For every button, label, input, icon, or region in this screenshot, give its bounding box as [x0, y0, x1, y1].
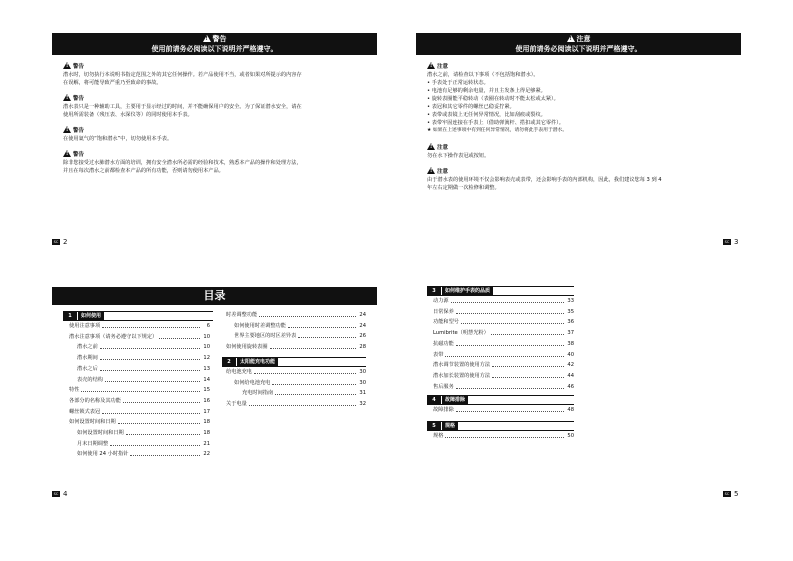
toc-entry[interactable]	[433, 372, 574, 381]
toc-entry-page: 31	[359, 390, 366, 397]
toc-entry-page: 33	[567, 298, 574, 304]
toc-entry-title: 潜水之前	[77, 344, 98, 351]
toc-entry[interactable]	[226, 400, 366, 409]
toc-entry-title: 如何使用旋转表圈	[226, 344, 268, 351]
toc-leader-dots	[491, 329, 564, 335]
warning-heading: !警告	[63, 150, 84, 159]
toc-leader-dots	[445, 351, 564, 357]
toc-entry-title: 如何使用 24 小时指针	[77, 451, 129, 458]
list-item: • 旋转表圈能平稳转动（表圈在转动时不能太松或太紧）。	[427, 96, 559, 102]
toc-entry-page: 32	[359, 401, 366, 408]
body-text: 在误解，将可能导致严重乃至致命的事故。	[63, 80, 162, 86]
toc-entry-page: 22	[203, 451, 210, 458]
body-text: 并且在每次潜水之前都检查本产品的所有功能，否则请勿使用本产品。	[63, 168, 224, 174]
toc-entry[interactable]	[69, 386, 210, 395]
warning-heading: !警告	[63, 126, 84, 135]
toc-entry-page: 48	[567, 407, 574, 413]
warning-icon	[63, 94, 71, 101]
toc-entry[interactable]	[226, 368, 366, 377]
toc-entry-page: 26	[359, 333, 366, 340]
toc-section-header	[222, 357, 366, 367]
body-text: 勿在水下操作表冠或按钮。	[427, 153, 490, 159]
toc-entry-title: 螺丝锁式表冠	[69, 408, 101, 415]
toc-section-header	[427, 395, 574, 405]
toc-leader-dots	[100, 365, 200, 371]
warning-banner	[52, 33, 377, 55]
toc-entry[interactable]	[77, 354, 210, 363]
toc-entry[interactable]	[433, 383, 574, 392]
banner-title: 注意	[576, 35, 591, 43]
toc-entry-page: 24	[359, 322, 366, 329]
toc-leader-dots	[102, 322, 200, 328]
warning-icon	[63, 150, 71, 157]
toc-section-header	[427, 421, 574, 431]
toc-entry-title: 日常保养	[433, 308, 454, 315]
section-number: 1	[63, 312, 77, 320]
banner-title: 警告	[212, 35, 227, 43]
toc-leader-dots	[451, 297, 564, 303]
toc-leader-dots	[249, 400, 356, 406]
toc-entry[interactable]	[433, 361, 574, 370]
toc-leader-dots	[288, 322, 356, 328]
body-text: 潜水表只是一种辅助工具，主要用于显示经过的时间，并不能确保用户的安全。为了保证潜水安全，请在	[63, 104, 302, 110]
toc-entry-page: 36	[567, 319, 574, 326]
toc-entry[interactable]	[77, 376, 210, 385]
language-badge: SC	[53, 492, 59, 496]
page-number: SC 3	[724, 238, 739, 246]
toc-entry-title: 功能和型号	[433, 319, 459, 326]
caution-heading: !注意	[427, 62, 448, 71]
banner-subtitle: 使用前请务必阅读以下说明并严格遵守。	[515, 45, 642, 53]
warning-heading: !警告	[63, 94, 84, 103]
toc-leader-dots	[456, 340, 564, 346]
toc-entry-title: 使用注意事项	[69, 323, 101, 329]
toc-leader-dots	[130, 450, 200, 456]
toc-entry[interactable]	[242, 389, 366, 398]
toc-entry-title: 表带	[433, 351, 444, 358]
section-number: 4	[427, 396, 441, 404]
language-badge: SC	[724, 240, 730, 244]
toc-entry-title: 潜水之后	[77, 365, 98, 372]
toc-entry-title: 潜水调节装置的使用方法	[433, 362, 491, 369]
toc-leader-dots	[100, 354, 200, 360]
toc-leader-dots	[105, 376, 200, 382]
toc-entry-page: 13	[203, 365, 210, 372]
toc-leader-dots	[259, 311, 356, 317]
caution-icon	[427, 143, 435, 150]
toc-entry[interactable]	[69, 408, 210, 417]
note-text: ★ 如果在上述事项中有到任何异常情况，请勿将此手表用于潜水。	[427, 128, 568, 133]
toc-leader-dots	[456, 406, 564, 412]
toc-entry-title: 如何设置时间和日期	[69, 419, 116, 426]
toc-leader-dots	[81, 386, 200, 392]
warning-icon	[203, 35, 211, 42]
toc-entry-page: 14	[203, 376, 210, 383]
toc-entry[interactable]	[69, 418, 210, 427]
toc-entry-page: 37	[567, 330, 574, 337]
toc-entry[interactable]	[234, 332, 366, 341]
toc-entry-page: 18	[203, 430, 210, 436]
toc-entry-title: 潜水注意事项（请务必遵守以下规定）	[69, 333, 158, 340]
list-item: • 电池有足够的剩余电量，并且主发条上得足够紧。	[427, 88, 546, 94]
toc-entry-page: 30	[359, 369, 366, 375]
section-label: 如何维护手表的品质	[442, 287, 493, 295]
caution-icon	[427, 62, 435, 69]
toc-entry[interactable]	[433, 318, 574, 327]
toc-leader-dots	[298, 332, 356, 338]
toc-entry-title: 规格	[433, 433, 444, 439]
toc-entry[interactable]	[433, 432, 574, 441]
warning-icon	[63, 62, 71, 69]
toc-entry-page: 46	[567, 383, 574, 390]
toc-entry[interactable]	[77, 343, 210, 352]
toc-leader-dots	[102, 408, 200, 414]
warning-heading: !警告	[63, 62, 84, 71]
toc-leader-dots	[100, 343, 200, 349]
toc-entry[interactable]	[433, 329, 574, 338]
section-number: 5	[427, 422, 441, 430]
list-item: • 表带或表镜上无任何异常情况，比如刮痕或裂纹。	[427, 112, 546, 118]
toc-entry-title: 时差调整功能	[226, 312, 258, 318]
toc-entry-page: 17	[203, 408, 210, 415]
toc-leader-dots	[445, 432, 564, 438]
language-badge: SC	[53, 240, 59, 244]
body-text: 潜水之前，请检查以下事项（不包括饱和潜水）。	[427, 72, 539, 78]
toc-leader-dots	[456, 383, 564, 389]
section-number: 2	[222, 358, 236, 366]
toc-entry-page: 30	[359, 379, 366, 386]
toc-entry-title: 动力源	[433, 298, 449, 304]
toc-entry[interactable]	[433, 406, 574, 415]
toc-entry-title: 如何使用时差调整功能	[234, 322, 286, 329]
toc-entry-page: 35	[567, 308, 574, 315]
toc-leader-dots	[456, 308, 564, 314]
toc-leader-dots	[275, 389, 356, 395]
toc-entry-title: 给电池充电	[226, 369, 252, 375]
toc-entry[interactable]	[433, 297, 574, 306]
toc-entry[interactable]	[77, 365, 210, 374]
toc-entry-page: 40	[567, 351, 574, 358]
toc-entry-page: 44	[567, 372, 574, 379]
toc-entry-page: 21	[203, 440, 210, 447]
body-text: 使用所需装备（残压表、水深仪等）的同时使用本手表。	[63, 112, 193, 118]
toc-entry-page: 42	[567, 362, 574, 369]
toc-leader-dots	[492, 361, 564, 367]
toc-entry[interactable]	[69, 333, 210, 342]
warning-icon	[63, 126, 71, 133]
list-item: • 表带牢固连接在手表上（借助弹簧杆、搭扣或其它零件）。	[427, 120, 564, 126]
body-text: 除非您接受过水肺潜水方面的培训，拥有安全潜水所必需的经验和技术，熟悉本产品的操作和处理方法，	[63, 160, 302, 166]
caution-heading: !注意	[427, 143, 448, 152]
language-badge: SC	[724, 492, 730, 496]
toc-entry-title: 抗磁功能	[433, 340, 454, 347]
section-label: 如何使用	[78, 312, 104, 320]
toc-entry-page: 28	[359, 344, 366, 351]
banner-subtitle: 使用前请务必阅读以下说明并严格遵守。	[151, 45, 278, 53]
toc-entry-page: 24	[359, 312, 366, 318]
caution-icon	[427, 167, 435, 174]
toc-entry-title: 月末日期调整	[77, 440, 109, 447]
toc-entry[interactable]	[234, 379, 366, 388]
toc-entry[interactable]	[433, 308, 574, 317]
toc-leader-dots	[272, 379, 356, 385]
toc-entry-title: 如何设置时间和日期	[77, 430, 124, 436]
toc-entry[interactable]	[77, 429, 210, 438]
body-text: 潜水时，切勿执行本说明书指定范围之外的其它任何操作。若产品使用不当，或者如果对所提示的内容存	[63, 72, 302, 78]
toc-leader-dots	[118, 418, 200, 424]
toc-entry-page: 50	[567, 433, 574, 439]
toc-entry[interactable]	[69, 322, 210, 331]
toc-leader-dots	[254, 368, 356, 374]
body-text: 年左右定期做一次检修和调整。	[427, 185, 500, 191]
toc-entry-title: 关于电量	[226, 401, 247, 408]
page-number: SC 4	[53, 490, 68, 498]
caution-heading: !注意	[427, 167, 448, 176]
toc-entry-title: 世界主要地区的时区差异表	[234, 333, 297, 340]
toc-entry-title: 特性	[69, 387, 80, 394]
body-text: 由于潜水表的使用环境不仅会影响表壳或表带，还会影响手表的内部机构，因此，我们建议您每 3 到 4	[427, 177, 662, 183]
section-number: 3	[427, 287, 441, 295]
section-label: 规格	[442, 422, 458, 430]
toc-section-header	[427, 286, 574, 296]
toc-entry-page: 16	[203, 397, 210, 404]
toc-entry-title: 潜水期间	[77, 355, 98, 362]
toc-entry[interactable]	[226, 311, 366, 320]
toc-entry-title: 如何给电池充电	[234, 379, 271, 386]
toc-leader-dots	[126, 429, 200, 435]
toc-entry[interactable]	[77, 440, 210, 449]
page-number: SC 5	[724, 490, 739, 498]
toc-entry-title: 售后服务	[433, 383, 454, 390]
toc-leader-dots	[123, 397, 200, 403]
section-label: 故障排除	[442, 396, 468, 404]
toc-entry[interactable]	[234, 322, 366, 331]
toc-leader-dots	[159, 333, 200, 339]
toc-entry[interactable]	[433, 340, 574, 349]
toc-leader-dots	[492, 372, 564, 378]
toc-entry[interactable]	[77, 450, 210, 459]
toc-entry-title: 表壳的结构	[77, 376, 103, 383]
section-label: 太阳能充电功能	[237, 358, 278, 366]
toc-entry-title: 潜水加长装置的使用方法	[433, 372, 491, 379]
toc-entry-page: 6	[206, 323, 210, 329]
toc-entry-page: 18	[203, 419, 210, 426]
toc-entry-page: 10	[203, 333, 210, 340]
caution-icon	[567, 35, 575, 42]
list-item: • 表冠和其它零件的螺丝已稳妥拧紧。	[427, 104, 515, 110]
toc-entry-page: 12	[203, 355, 210, 362]
caution-banner	[416, 33, 741, 55]
toc-entry-title: 充电时间指南	[242, 390, 274, 397]
toc-leader-dots	[270, 343, 356, 349]
toc-entry[interactable]	[226, 343, 366, 352]
toc-entry-title: 各部分的名称及其功能	[69, 397, 121, 404]
list-item: • 手表处于正常运转状态。	[427, 80, 489, 86]
toc-entry-page: 38	[567, 340, 574, 347]
toc-entry-page: 15	[203, 387, 210, 394]
toc-section-header	[63, 311, 213, 321]
toc-entry[interactable]	[69, 397, 210, 406]
body-text: 在使用氦气的“饱和潜水”中，切勿使用本手表。	[63, 136, 173, 142]
toc-title: 目录	[52, 287, 377, 305]
toc-entry-title: 故障排除	[433, 407, 454, 413]
toc-entry-title: Lumibrite（明慧光粉）	[433, 330, 489, 337]
toc-entry[interactable]	[433, 351, 574, 360]
toc-entry-page: 10	[203, 344, 210, 351]
toc-leader-dots	[461, 318, 564, 324]
toc-leader-dots	[110, 440, 200, 446]
page-number: SC 2	[53, 238, 68, 246]
